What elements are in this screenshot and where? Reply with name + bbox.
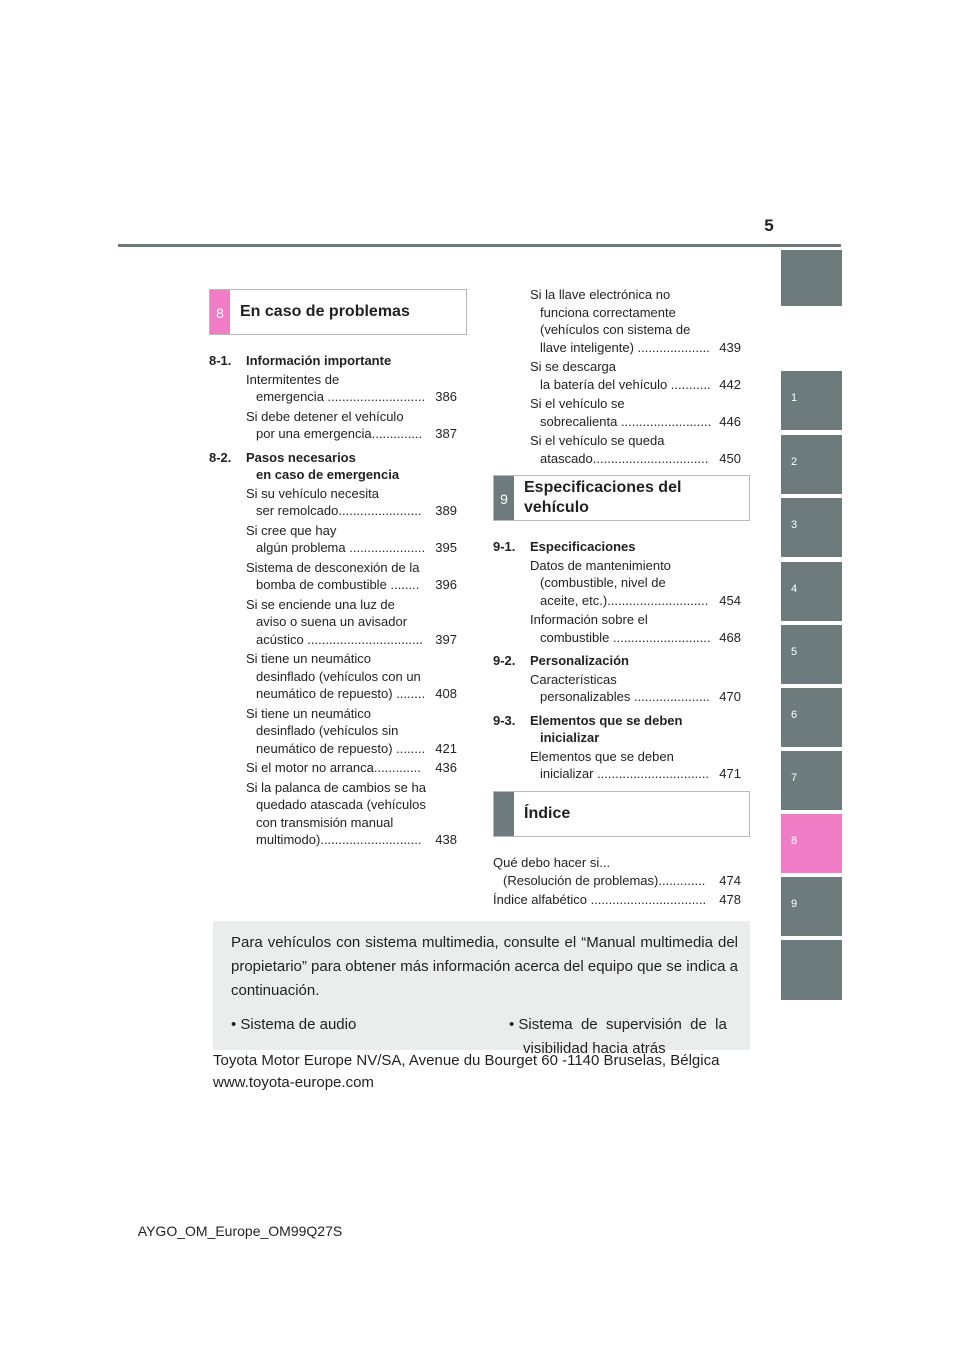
page-ref: 396: [435, 577, 457, 592]
toc-entry[interactable]: Si tiene un neumático desinflado (vehículos sin neumático de repuesto) ........ 421: [246, 705, 457, 756]
section-marker: 9: [494, 476, 514, 520]
section-header-index: [493, 791, 750, 837]
page-ref: 389: [435, 503, 457, 518]
side-tab-label: 6: [791, 709, 798, 721]
side-tab-9[interactable]: [781, 877, 842, 936]
side-tab-label: 9: [791, 898, 798, 910]
page-ref: 471: [719, 766, 741, 781]
side-tab-label: 8: [791, 835, 798, 847]
info-bullet-audio: • Sistema de audio: [231, 1016, 357, 1033]
toc-entry[interactable]: Si su vehículo necesita ser remolcado....................... 389: [246, 485, 457, 518]
toc-entry[interactable]: Características personalizables ..................... 470: [530, 671, 741, 704]
website-link[interactable]: www.toyota-europe.com: [213, 1074, 374, 1091]
toc-column-left: [209, 352, 457, 851]
side-tab-4[interactable]: [781, 562, 842, 621]
side-tab-label: 1: [791, 392, 798, 404]
toc-entry[interactable]: Si la llave electrónica no funciona correctamente (vehículos con sistema de llave inteligente) .................... 439: [530, 287, 741, 355]
side-tab-3[interactable]: [781, 498, 842, 557]
toc-entry[interactable]: Sistema de desconexión de la bomba de combustible ........ 396: [246, 559, 457, 592]
side-tab-7[interactable]: [781, 751, 842, 810]
side-tab-label: 4: [791, 583, 798, 595]
toc-entry[interactable]: Si el vehículo se sobrecalienta ......................... 446: [530, 396, 741, 429]
page-ref: 397: [435, 631, 457, 647]
toc-entry[interactable]: Si se enciende una luz de aviso o suena un avisador acústico ................................ 397: [246, 596, 457, 647]
section-header-8: [209, 289, 467, 335]
side-tab-6[interactable]: [781, 688, 842, 747]
page-ref: 446: [719, 413, 741, 429]
page-ref: 454: [719, 592, 741, 608]
toc-entry[interactable]: Si el vehículo se queda atascado................................ 450: [530, 433, 741, 466]
top-rule: [118, 244, 841, 247]
toc-entry[interactable]: Elementos que se deben inicializar ............................... 471: [530, 748, 741, 781]
toc-column-right-index: [493, 854, 741, 911]
side-tab-blank-top[interactable]: [781, 250, 842, 306]
toc-heading-8-1[interactable]: 8-1. Información importante: [209, 353, 392, 368]
section-marker: [494, 792, 514, 836]
page-ref: 395: [435, 540, 457, 555]
side-tab-label: 3: [791, 519, 798, 531]
toc-entry[interactable]: Información sobre el combustible ........................... 468: [530, 612, 741, 645]
page-ref: 387: [435, 426, 457, 441]
page-ref: 474: [719, 872, 741, 888]
toc-entry[interactable]: Índice alfabético ................................ 478: [493, 892, 741, 907]
page-ref: 450: [719, 450, 741, 466]
section-title: Índice: [524, 805, 571, 822]
toc-heading-9-1[interactable]: 9-1. Especificaciones: [493, 539, 636, 554]
page-ref: 386: [435, 389, 457, 404]
toc-heading-9-2[interactable]: 9-2. Personalización: [493, 653, 629, 668]
toc-column-right-top: [493, 286, 741, 469]
page-ref: 442: [719, 376, 741, 392]
page-ref: 468: [719, 629, 741, 645]
info-text: Para vehículos con sistema multimedia, consulte el “Manual multimedia del propietario” para obtener más información acerca del equipo que se indica a continuación.: [231, 934, 738, 999]
side-tab-label: 7: [791, 772, 798, 784]
side-tab-label: 2: [791, 456, 798, 468]
side-tab-label: 5: [791, 646, 798, 658]
page-ref: 436: [435, 760, 457, 775]
address-block: [213, 1050, 719, 1094]
section-header-9: [493, 475, 750, 521]
side-tab-5[interactable]: [781, 625, 842, 684]
toc-entry[interactable]: Si cree que hay algún problema ..................... 395: [246, 522, 457, 555]
section-title: Especificaciones del vehículo: [524, 479, 682, 516]
toc-entry[interactable]: Si tiene un neumático desinflado (vehículos con un neumático de repuesto) ........ 408: [246, 651, 457, 701]
page-ref: 408: [435, 686, 457, 701]
address-line: Toyota Motor Europe NV/SA, Avenue du Bourget 60 -1140 Bruselas, Bélgica: [213, 1052, 720, 1069]
multimedia-info-box: [213, 921, 750, 1057]
side-tab-blank-bottom[interactable]: [781, 940, 842, 1000]
section-marker: 8: [210, 290, 230, 334]
page-footer: AYGO_OM_Europe_OM99Q27S: [137, 1223, 343, 1239]
page-ref: 470: [719, 689, 741, 704]
toc-heading-8-2[interactable]: 8-2. Pasos necesarios en caso de emergencia: [209, 449, 400, 482]
toc-entry[interactable]: Intermitentes de emergencia ........................... 386: [246, 371, 457, 404]
side-tab-8[interactable]: [781, 814, 842, 873]
side-tab-2[interactable]: [781, 435, 842, 494]
page-number: 5: [764, 216, 774, 235]
toc-entry[interactable]: Si se descarga la batería del vehículo ........... 442: [530, 359, 741, 392]
toc-entry[interactable]: Qué debo hacer si... (Resolución de problemas)............. 474: [493, 855, 741, 888]
page-ref: 421: [435, 740, 457, 756]
side-tab-1[interactable]: [781, 371, 842, 430]
page-ref: 438: [435, 832, 457, 847]
toc-entry[interactable]: Datos de mantenimiento (combustible, nivel de aceite, etc.)............................ 454: [530, 557, 741, 608]
toc-entry[interactable]: Si la palanca de cambios se ha quedado atascada (vehículos con transmisión manual multimodo)............................ 438: [246, 779, 457, 847]
toc-entry[interactable]: Si el motor no arranca............. 436: [246, 760, 457, 775]
toc-heading-9-3[interactable]: 9-3. Elementos que se deben inicializar: [493, 712, 683, 745]
toc-column-right-9: [493, 538, 741, 785]
toc-entry[interactable]: Si debe detener el vehículo por una emergencia.............. 387: [246, 408, 457, 441]
section-title: En caso de problemas: [240, 303, 410, 320]
info-bullet-camera: • Sistema de supervisión de la visibilidad hacia atrás: [509, 1016, 727, 1057]
page-ref: 439: [719, 339, 741, 355]
page-ref: 478: [719, 892, 741, 907]
